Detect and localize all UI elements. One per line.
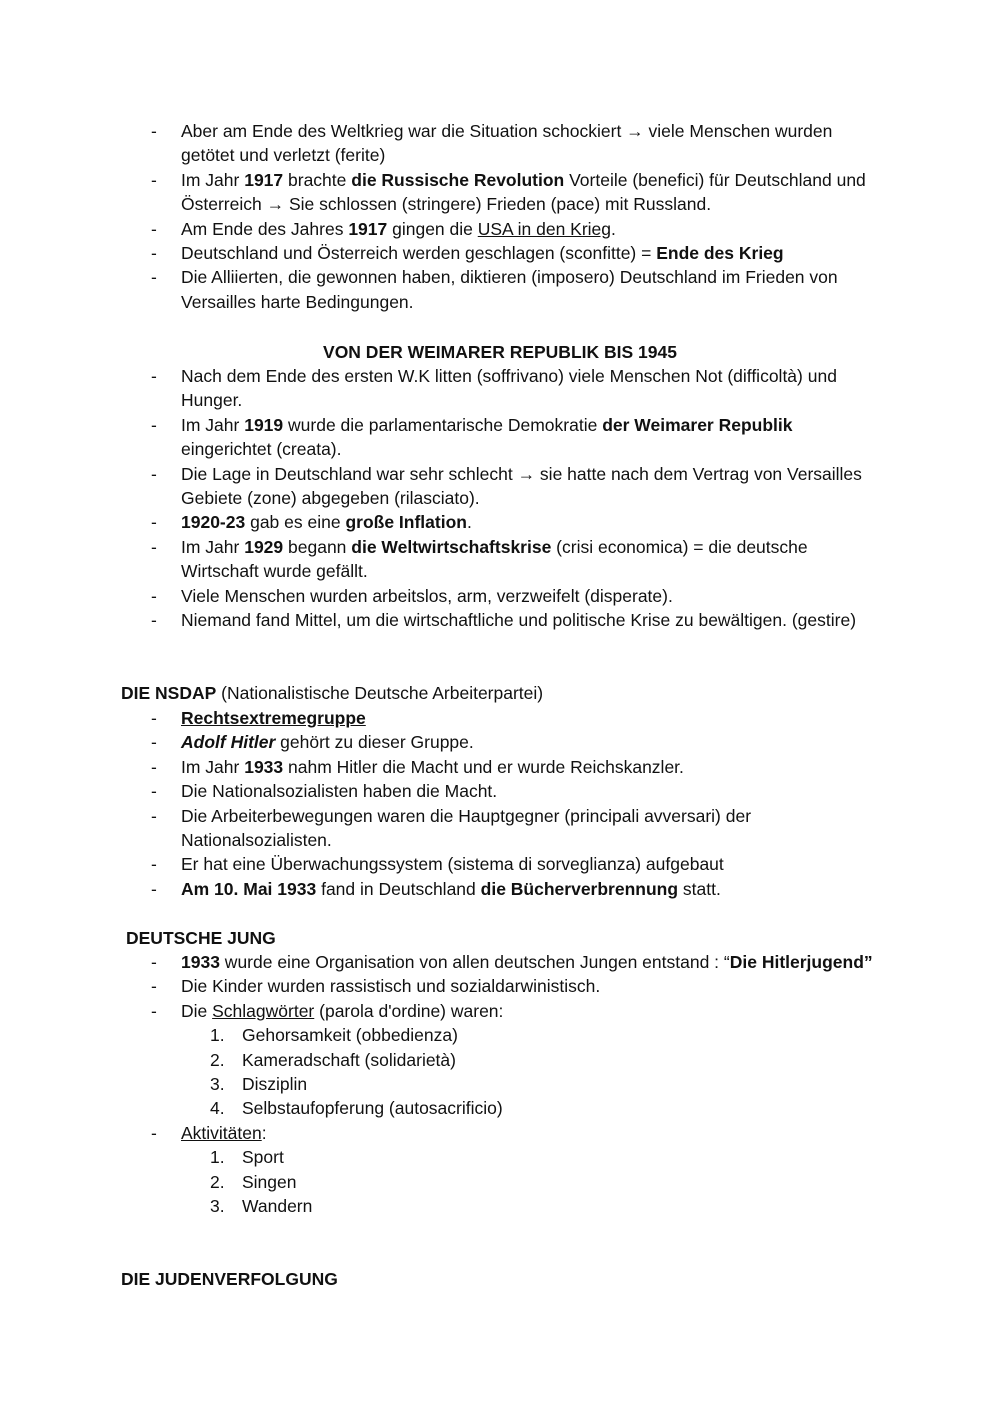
activity-text: Wandern <box>242 1196 313 1217</box>
numbered-item <box>0 1170 1000 1194</box>
item-text: Er hat eine Überwachungssystem (sistema di sorveglianza) aufgebaut <box>181 854 724 875</box>
jung-heading: DEUTSCHE JUNG <box>126 928 276 948</box>
item-underlined: USA in den Krieg <box>477 218 612 239</box>
ww1-end-list <box>0 119 1000 314</box>
item-bold: der Weimarer Republik <box>602 414 793 435</box>
item-bold: 1933 <box>181 952 220 972</box>
item-text: (parola d'ordine) waren: <box>314 1000 504 1021</box>
list-dash: - <box>151 218 157 239</box>
numbered-item <box>0 1023 1000 1047</box>
list-dash: - <box>151 121 157 141</box>
item-text: Die <box>181 1000 213 1021</box>
list-dash: - <box>151 512 157 533</box>
slogan-text: Disziplin <box>242 1074 308 1095</box>
activity-text: Singen <box>242 1171 297 1192</box>
list-item <box>0 510 1000 534</box>
list-number: 1. <box>210 1025 225 1046</box>
numbered-item <box>0 1048 1000 1072</box>
nsdap-heading-rest: (Nationalistische Deutsche Arbeiterpartei) <box>216 683 544 703</box>
list-number: 2. <box>210 1049 225 1070</box>
activities-colon: : <box>261 1122 267 1143</box>
list-item <box>0 217 1000 241</box>
list-dash: - <box>151 781 157 802</box>
item-bold: Ende des Krieg <box>656 243 784 264</box>
item-text: brachte <box>283 169 352 190</box>
list-dash: - <box>151 1122 157 1143</box>
item-bold: Am 10. Mai 1933 <box>181 878 317 899</box>
activities-label: Aktivitäten <box>181 1122 262 1143</box>
list-dash: - <box>151 169 157 190</box>
item-bold: 1917 <box>244 169 284 190</box>
list-item <box>0 413 1000 462</box>
list-item <box>0 265 1000 314</box>
activity-text: Sport <box>242 1147 284 1168</box>
item-text: eingerichtet (creata). <box>181 439 342 460</box>
item-underlined: Schlagwörter <box>212 1000 315 1021</box>
list-dash: - <box>151 243 157 264</box>
weimar-list <box>0 364 1000 632</box>
item-text: gab es eine <box>245 512 346 533</box>
list-dash: - <box>151 952 157 972</box>
list-item <box>0 706 1000 730</box>
item-text: Die Lage in Deutschland war sehr schlecht → sie hatte nach dem Vertrag von Versailles Gebiete (zone) abgegeben (rilasciato). <box>181 463 862 509</box>
list-dash: - <box>151 708 157 728</box>
list-item <box>0 779 1000 803</box>
list-item <box>0 241 1000 265</box>
list-item <box>0 730 1000 754</box>
nsdap-list <box>0 706 1000 901</box>
list-item <box>0 804 1000 853</box>
list-item <box>0 999 1000 1023</box>
item-text: (crisi economica) = die deutsche Wirtschaft wurde gefällt. <box>181 536 808 582</box>
item-bold-underlined: Rechtsextremegruppe <box>181 708 366 728</box>
item-bold: die Weltwirtschaftskrise <box>351 536 552 557</box>
list-item <box>0 535 1000 584</box>
item-bold: 1933 <box>244 756 284 777</box>
list-dash: - <box>151 732 157 753</box>
list-dash: - <box>151 756 157 777</box>
item-bold: die Russische Revolution <box>351 169 565 190</box>
list-item <box>0 755 1000 779</box>
slogan-text: Gehorsamkeit (obbedienza) <box>242 1025 458 1046</box>
item-text: begann <box>283 536 352 557</box>
list-dash: - <box>151 267 157 288</box>
list-item <box>0 608 1000 632</box>
list-dash: - <box>151 854 157 875</box>
numbered-item <box>0 1145 1000 1169</box>
list-dash: - <box>151 1000 157 1021</box>
item-text: Die Alliierten, die gewonnen haben, diktieren (imposero) Deutschland im Frieden von Versailles harte Bedingungen. <box>181 267 838 312</box>
item-text: fand in Deutschland <box>316 878 481 899</box>
item-text: Viele Menschen wurden arbeitslos, arm, verzweifelt (disperate). <box>181 585 673 606</box>
item-text: Deutschland und Österreich werden geschlagen (sconfitte) = <box>181 243 657 264</box>
list-dash: - <box>151 463 157 484</box>
juden-heading: DIE JUDENVERFOLGUNG <box>121 1269 338 1289</box>
list-item <box>0 584 1000 608</box>
item-text: gehört zu dieser Gruppe. <box>275 732 474 753</box>
item-bold-italic: Adolf Hitler <box>181 732 276 753</box>
item-bold: große Inflation <box>345 512 467 533</box>
list-number: 2. <box>210 1171 225 1192</box>
numbered-item <box>0 1096 1000 1120</box>
item-text: statt. <box>678 878 721 899</box>
item-text: wurde eine Organisation von allen deutschen Jungen entstand : “ <box>219 952 730 972</box>
list-item <box>0 364 1000 413</box>
item-text: Am Ende des Jahres <box>181 218 349 239</box>
list-dash: - <box>151 414 157 435</box>
list-dash: - <box>151 878 157 899</box>
list-number: 3. <box>210 1196 225 1217</box>
item-text: Die Kinder wurden rassistisch und sozialdarwinistisch. <box>181 976 601 997</box>
list-item <box>0 877 1000 901</box>
nsdap-heading <box>0 681 1000 705</box>
list-item <box>0 950 1000 974</box>
numbered-item <box>0 1072 1000 1096</box>
list-item <box>0 974 1000 998</box>
list-number: 4. <box>210 1098 225 1119</box>
numbered-item <box>0 1194 1000 1218</box>
item-text: Aber am Ende des Weltkrieg war die Situation schockiert → viele Menschen wurden getötet und verletzt (ferite) <box>181 121 833 166</box>
item-text: wurde die parlamentarische Demokratie <box>283 414 603 435</box>
list-dash: - <box>151 976 157 997</box>
item-text: nahm Hitler die Macht und er wurde Reichskanzler. <box>283 756 684 777</box>
item-text: Nach dem Ende des ersten W.K litten (soffrivano) viele Menschen Not (difficoltà) und Hunger. <box>181 366 837 411</box>
item-bold: 1929 <box>244 536 284 557</box>
item-text: gingen die <box>387 218 478 239</box>
item-bold: Die Hitlerjugend” <box>729 952 873 972</box>
item-text: Die Nationalsozialisten haben die Macht. <box>181 781 498 802</box>
list-item <box>0 852 1000 876</box>
list-item <box>0 119 1000 168</box>
jung-list <box>0 950 1000 1218</box>
item-text: Niemand fand Mittel, um die wirtschaftliche und politische Krise zu bewältigen. (gestire) <box>181 610 857 631</box>
list-dash: - <box>151 585 157 606</box>
item-text: Im Jahr <box>181 414 245 435</box>
slogan-text: Kameradschaft (solidarietà) <box>242 1049 456 1070</box>
weimar-heading: VON DER WEIMARER REPUBLIK BIS 1945 <box>323 342 677 362</box>
nsdap-heading-bold: DIE NSDAP <box>121 683 217 703</box>
list-item <box>0 168 1000 217</box>
item-text: Im Jahr <box>181 169 245 190</box>
item-bold: 1919 <box>244 414 284 435</box>
item-text: . <box>466 512 472 533</box>
item-text: Im Jahr <box>181 756 245 777</box>
list-item <box>0 462 1000 511</box>
item-bold: 1917 <box>348 218 388 239</box>
list-dash: - <box>151 536 157 557</box>
list-number: 3. <box>210 1074 225 1095</box>
list-number: 1. <box>210 1147 225 1168</box>
item-text: Die Arbeiterbewegungen waren die Hauptgegner (principali avversari) der Nationalsozialisten. <box>181 805 752 851</box>
item-text: . <box>611 218 616 239</box>
list-dash: - <box>151 366 157 386</box>
list-dash: - <box>151 805 157 826</box>
slogan-text: Selbstaufopferung (autosacrificio) <box>242 1098 503 1119</box>
list-dash: - <box>151 610 157 631</box>
list-item <box>0 1121 1000 1145</box>
item-bold: die Bücherverbrennung <box>480 878 679 899</box>
item-bold: 1920-23 <box>181 512 246 533</box>
item-text: Vorteile (benefici) für Deutschland und Österreich → Sie schlossen (stringere) Frieden (pace) mit Russland. <box>181 169 866 215</box>
item-text: Im Jahr <box>181 536 245 557</box>
